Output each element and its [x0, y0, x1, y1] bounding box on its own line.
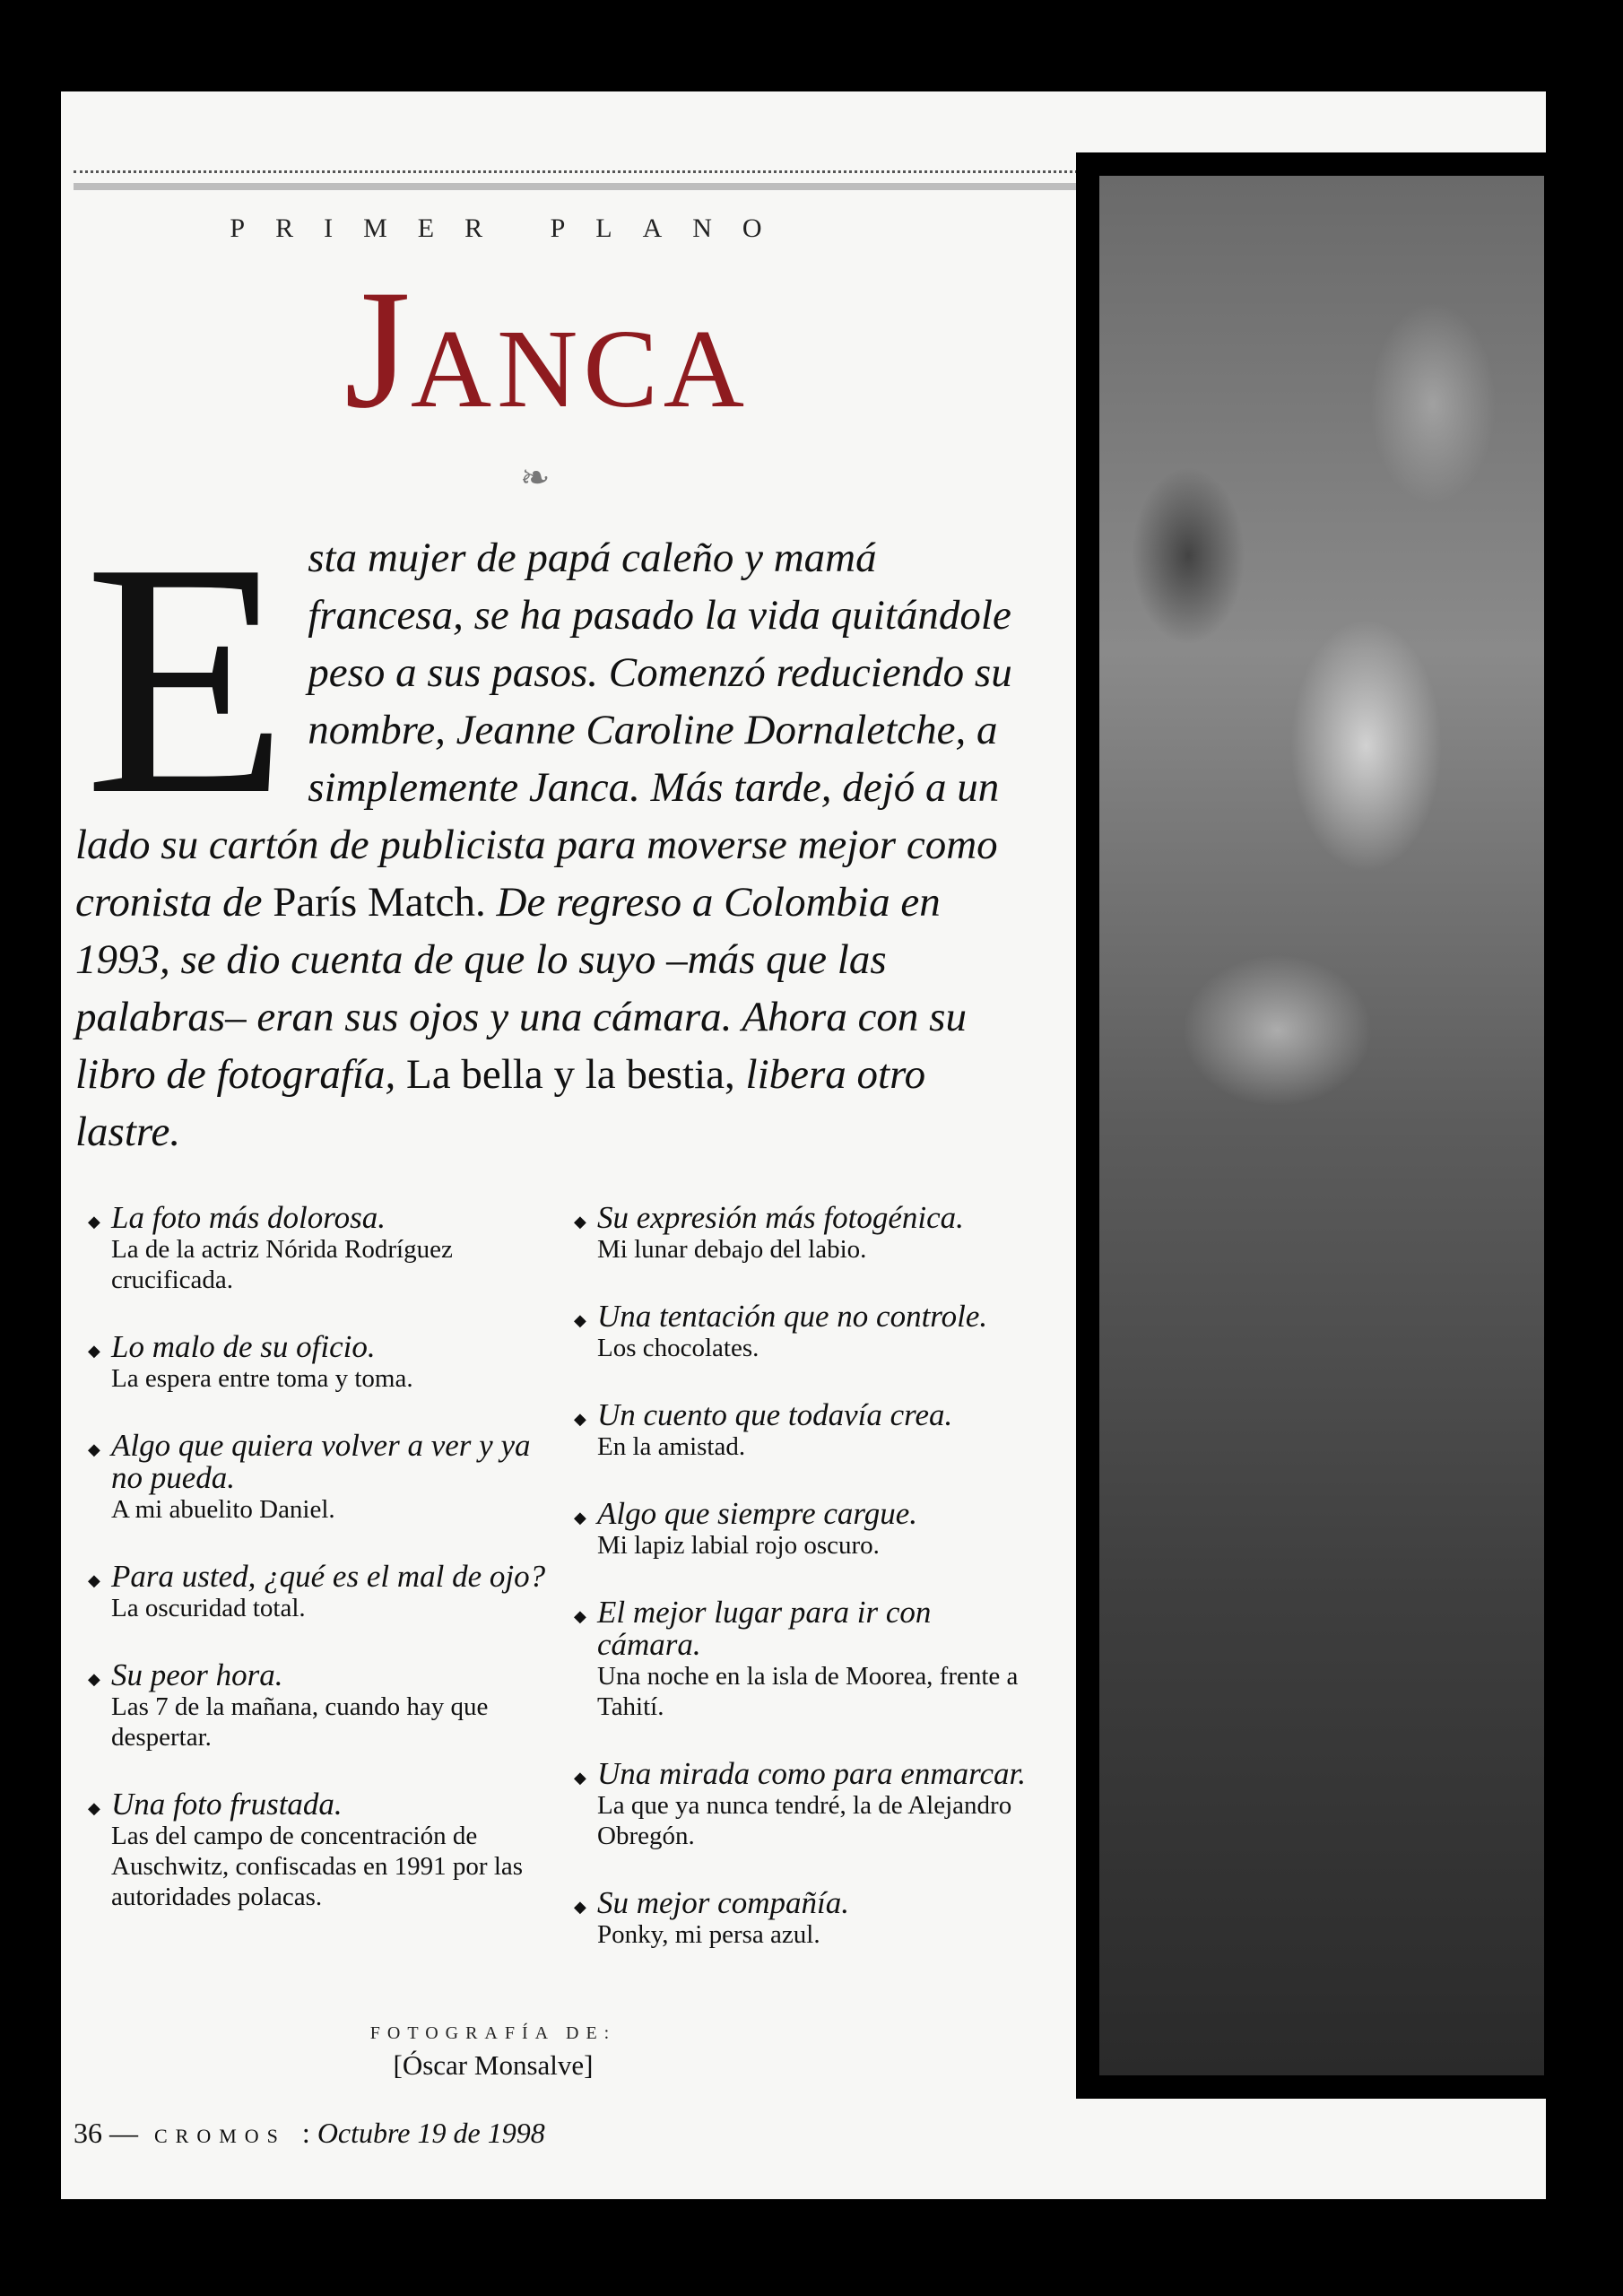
qa-item	[574, 1399, 1040, 1462]
question: Algo que quiera volver a ver y ya no pueda.	[111, 1428, 531, 1495]
intro-text-roman: La bella y la bestia,	[406, 1051, 735, 1098]
credit-label: FOTOGRAFÍA DE:	[369, 2023, 617, 2043]
qa-item	[88, 1561, 554, 1623]
diamond-bullet-icon: ◆	[574, 1607, 586, 1626]
question: Su mejor compañía.	[597, 1885, 849, 1920]
answer: La de la actriz Nórida Rodríguez crucificada.	[111, 1235, 453, 1294]
answer: Las del campo de concentración de Auschwitz, confiscadas en 1991 por las autoridades polacas.	[111, 1822, 524, 1911]
question: Una mirada como para enmarcar.	[597, 1756, 1026, 1791]
question: Su peor hora.	[111, 1657, 283, 1692]
diamond-bullet-icon: ◆	[88, 1342, 100, 1361]
question: Para usted, ¿qué es el mal de ojo?	[111, 1559, 546, 1594]
answer: Las 7 de la mañana, cuando hay que despertar.	[111, 1692, 489, 1752]
qa-item	[88, 1430, 554, 1525]
footer-separator: :	[301, 2117, 310, 2149]
qa-column-left	[88, 1202, 554, 1948]
qa-column-right	[574, 1202, 1040, 1986]
magazine-name: CROMOS	[154, 2125, 286, 2147]
answer: Los chocolates.	[597, 1334, 759, 1362]
qa-item	[574, 1202, 1040, 1265]
diamond-bullet-icon: ◆	[574, 1410, 586, 1429]
qa-item	[88, 1788, 554, 1912]
title-rest: ANCA	[410, 308, 751, 431]
qa-item	[88, 1331, 554, 1394]
question: Una tentación que no controle.	[597, 1299, 988, 1334]
dotted-rule	[74, 170, 1078, 173]
answer: La que ya nunca tendré, la de Alejandro Obregón.	[597, 1791, 1012, 1850]
answer: Mi lunar debajo del labio.	[597, 1235, 867, 1264]
portrait-photo	[1099, 176, 1544, 2075]
answer: La espera entre toma y toma.	[111, 1364, 413, 1393]
intro-text-italic: De regreso a Colombia en 1993, se dio cuenta de que lo suyo –más que las palabras– eran sus ojos y una cámara. Ahora con su libro de fotografía,	[75, 879, 967, 1098]
intro-text-italic: libera otro lastre.	[75, 1051, 926, 1155]
photo-credit	[269, 2023, 717, 2082]
credit-name: [Óscar Monsalve]	[393, 2049, 594, 2081]
diamond-bullet-icon: ◆	[88, 1670, 100, 1689]
section-kicker: PRIMER PLANO	[230, 213, 793, 243]
answer: Ponky, mi persa azul.	[597, 1920, 820, 1949]
qa-item	[88, 1659, 554, 1752]
qa-item	[574, 1887, 1040, 1950]
question: Lo malo de su oficio.	[111, 1329, 376, 1364]
answer: Mi lapiz labial rojo oscuro.	[597, 1531, 880, 1560]
intro-paragraph	[75, 495, 1035, 1161]
drop-cap: E	[84, 495, 289, 864]
answer: A mi abuelito Daniel.	[111, 1495, 335, 1524]
answer: Una noche en la isla de Moorea, frente a Tahití.	[597, 1662, 1019, 1721]
title-cap: J	[343, 256, 411, 444]
answer: En la amistad.	[597, 1432, 746, 1461]
diamond-bullet-icon: ◆	[88, 1213, 100, 1231]
diamond-bullet-icon: ◆	[574, 1898, 586, 1917]
article-title	[108, 256, 986, 450]
question: Un cuento que todavía crea.	[597, 1397, 953, 1432]
diamond-bullet-icon: ◆	[574, 1769, 586, 1787]
question: Algo que siempre cargue.	[597, 1496, 918, 1531]
qa-item	[574, 1596, 1040, 1722]
intro-text-italic: sta mujer de papá caleño y mamá francesa, se ha pasado la vida quitándole peso a sus pasos. Comenzó reduciendo su nombre, Jeanne Caroline Dornaletche, a simplemente Janca. Más tarde, dejó a un lado su cartón de publicista para moverse mejor como cronista de	[75, 535, 1012, 926]
issue-date: Octubre 19 de 1998	[317, 2117, 545, 2149]
qa-item	[574, 1498, 1040, 1561]
qa-item	[574, 1300, 1040, 1363]
question: La foto más dolorosa.	[111, 1200, 386, 1235]
qa-item	[574, 1758, 1040, 1851]
qa-item	[88, 1202, 554, 1295]
answer: La oscuridad total.	[111, 1594, 306, 1622]
question: Una foto frustada.	[111, 1787, 343, 1822]
diamond-bullet-icon: ◆	[574, 1213, 586, 1231]
grey-rule	[74, 183, 1078, 190]
diamond-bullet-icon: ◆	[88, 1440, 100, 1459]
diamond-bullet-icon: ◆	[574, 1311, 586, 1330]
question: Su expresión más fotogénica.	[597, 1200, 964, 1235]
flourish-ornament-icon: ❧	[520, 457, 551, 499]
intro-text-roman: París Match.	[273, 879, 486, 926]
diamond-bullet-icon: ◆	[88, 1571, 100, 1590]
diamond-bullet-icon: ◆	[88, 1799, 100, 1818]
question: El mejor lugar para ir con cámara.	[597, 1595, 932, 1662]
page-number: 36 —	[74, 2117, 138, 2149]
page-footer	[74, 2117, 545, 2150]
diamond-bullet-icon: ◆	[574, 1509, 586, 1527]
